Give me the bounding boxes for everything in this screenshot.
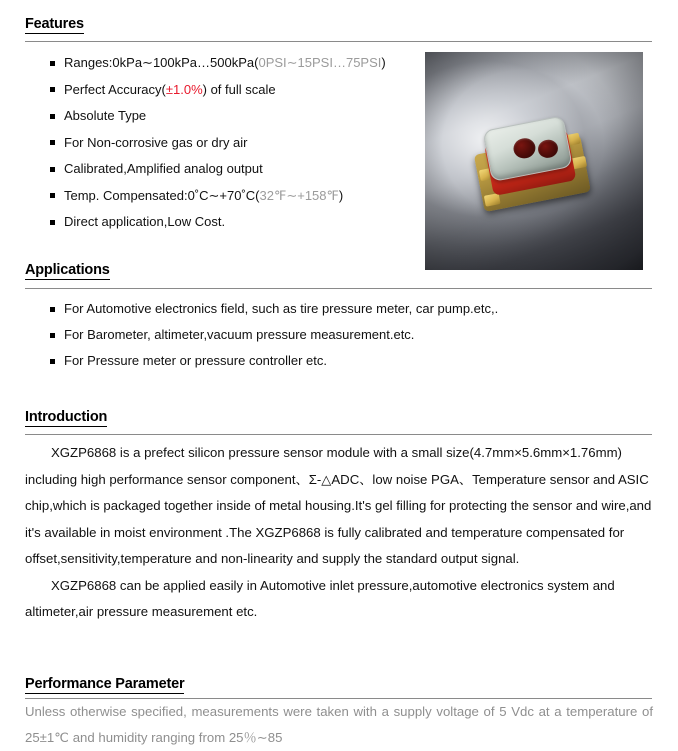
introduction-rule bbox=[25, 434, 652, 435]
list-item bbox=[50, 103, 386, 130]
feature-text-tail: ) of full scale bbox=[202, 81, 276, 97]
introduction-heading bbox=[25, 409, 107, 427]
feature-text-tail: ) bbox=[381, 55, 386, 70]
list-item bbox=[50, 183, 386, 210]
features-rule bbox=[25, 41, 652, 42]
list-item bbox=[50, 156, 386, 183]
application-text: For Pressure meter or pressure controller etc. bbox=[64, 353, 327, 368]
feature-text: Absolute Type bbox=[64, 108, 147, 123]
introduction-heading-text: Introduction bbox=[25, 409, 108, 425]
feature-text-accent: ±1.0% bbox=[165, 81, 203, 97]
introduction-paragraph: XGZP6868 is a prefect silicon pressure sensor module with a small size(4.7mm×5.6mm×1.76mm) including high performance sensor component、Σ-△ADC、low noise PGA、Temperature sensor and ASIC chip,which is packaged together inside of metal housing.It's gel filling for protecting the sensor and wire,and it's available in moist environment .The XGZP6868 is fully calibrated and temperature compensated for offset,sensitivity,temperature and non-linearity and supply the standard output signal. bbox=[25, 445, 652, 566]
performance-heading bbox=[25, 676, 184, 694]
list-item bbox=[50, 77, 386, 104]
product-image bbox=[425, 52, 643, 270]
application-text: For Barometer, altimeter,vacuum pressure measurement.etc. bbox=[64, 327, 415, 342]
introduction-body bbox=[25, 440, 653, 626]
applications-list bbox=[50, 296, 498, 374]
list-item bbox=[50, 348, 498, 374]
applications-rule bbox=[25, 288, 652, 289]
application-text: For Automotive electronics field, such as tire pressure meter, car pump.etc,. bbox=[64, 301, 499, 316]
feature-text-muted: 32℉∼+158℉ bbox=[259, 187, 339, 203]
feature-text: Ranges:0kPa∼100kPa…500kPa( bbox=[64, 55, 259, 70]
performance-heading-text: Performance Parameter bbox=[25, 676, 185, 692]
product-image-vignette bbox=[425, 52, 643, 270]
applications-heading bbox=[25, 262, 110, 280]
feature-text: Calibrated,Amplified analog output bbox=[64, 161, 263, 176]
applications-heading-text: Applications bbox=[25, 262, 110, 278]
features-heading-text: Features bbox=[25, 16, 84, 32]
list-item bbox=[50, 322, 498, 348]
list-item bbox=[50, 130, 386, 157]
performance-note-text: Unless otherwise specified, measurements were taken with a supply voltage of 5 Vdc at a temperature of 25±1℃ and humidity ranging from 25％∼85 bbox=[25, 704, 653, 745]
performance-note bbox=[25, 699, 653, 751]
list-item bbox=[50, 50, 386, 77]
introduction-paragraph: XGZP6868 can be applied easily in Automotive inlet pressure,automotive electronics system and altimeter,air pressure measurement etc. bbox=[25, 577, 615, 619]
feature-text: For Non-corrosive gas or dry air bbox=[64, 134, 248, 150]
feature-text-muted: 0PSI∼15PSI…75PSI bbox=[258, 55, 382, 70]
feature-text: Direct application,Low Cost. bbox=[64, 214, 226, 229]
list-item bbox=[50, 296, 498, 322]
list-item bbox=[50, 209, 386, 236]
feature-text: Temp. Compensated:0˚C∼+70˚C( bbox=[64, 187, 260, 203]
feature-text-tail: ) bbox=[338, 187, 344, 203]
features-list bbox=[50, 50, 386, 236]
feature-text: Perfect Accuracy( bbox=[64, 81, 166, 97]
features-heading bbox=[25, 16, 84, 34]
